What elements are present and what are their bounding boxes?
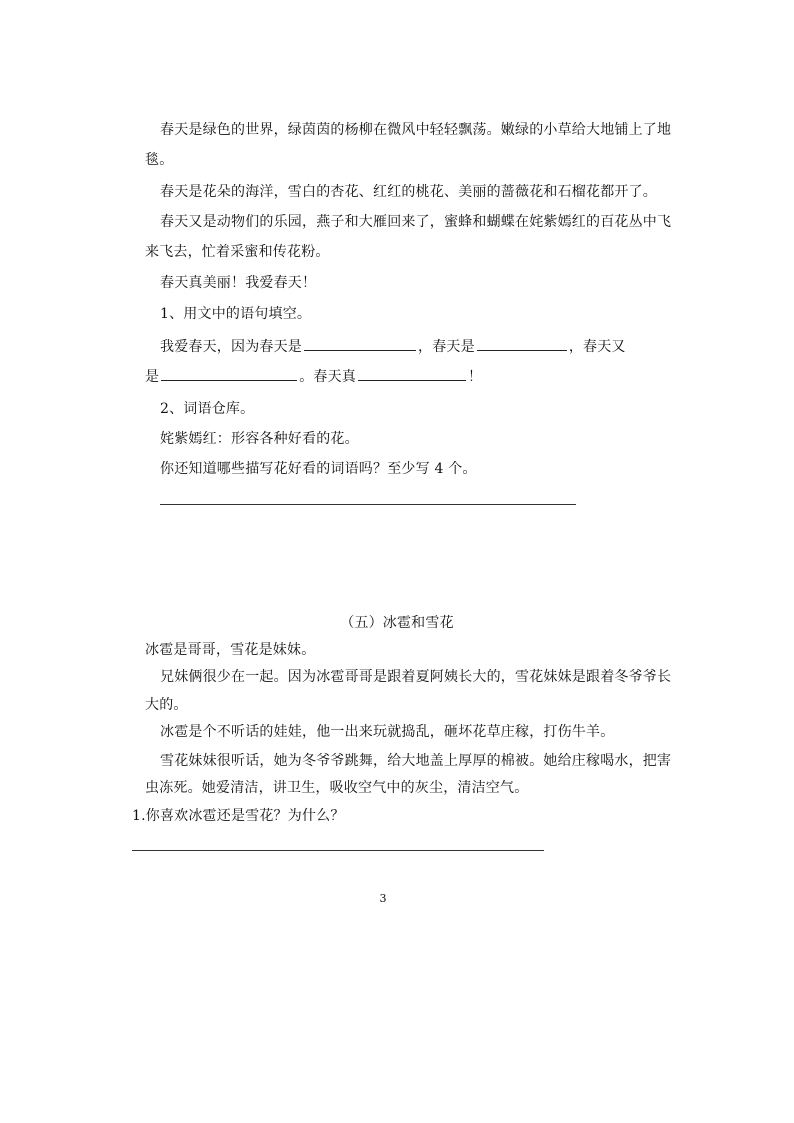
answer-blank-2[interactable] [477, 336, 567, 351]
s5-answer-line[interactable] [132, 850, 544, 851]
fill-text-f: ！ [468, 369, 483, 385]
answer-blank-1[interactable] [304, 336, 416, 351]
s5-question-1: 1.你喜欢冰雹还是雪花？为什么？ [132, 808, 345, 824]
fill-text-a: 我爱春天，因为春天是 [160, 339, 302, 355]
fill-text-b: ，春天是 [418, 339, 475, 355]
fill-text-c: ，春天又 [568, 339, 626, 355]
s4-question-1-fill-line-1 [160, 336, 626, 357]
answer-blank-3[interactable] [161, 366, 297, 381]
s4-question-2-title: 2、词语仓库。 [160, 401, 255, 417]
s5-paragraph-2-line-2: 大的。 [145, 697, 188, 713]
s4-question-1-title: 1、用文中的语句填空。 [160, 306, 312, 322]
s4-question-2-example: 姹紫嫣红：形容各种好看的花。 [160, 431, 359, 447]
s5-paragraph-2-line-1: 兄妹俩很少在一起。因为冰雹哥哥是跟着夏阿姨长大的，雪花妹妹是跟着冬爷爷长 [160, 669, 672, 685]
s5-paragraph-3: 冰雹是个不听话的娃娃，他一出来玩就捣乱，砸坏花草庄稼，打伤牛羊。 [160, 724, 615, 740]
page-number: 3 [379, 892, 387, 905]
s4-answer-line[interactable] [160, 504, 576, 505]
s4-paragraph-3-line-2: 来飞去，忙着采蜜和传花粉。 [145, 244, 330, 260]
answer-blank-4[interactable] [358, 366, 466, 381]
s4-paragraph-1-line-2: 毯。 [145, 152, 174, 168]
s4-question-1-fill-line-2 [145, 366, 482, 387]
s5-paragraph-4-line-1: 雪花妹妹很听话，她为冬爷爷跳舞，给大地盖上厚厚的棉被。她给庄稼喝水，把害 [160, 753, 672, 769]
s4-paragraph-2: 春天是花朵的海洋，雪白的杏花、红红的桃花、美丽的蔷薇花和石榴花都开了。 [160, 184, 657, 200]
fill-text-d: 是 [145, 369, 160, 385]
s4-paragraph-4: 春天真美丽！我爱春天！ [160, 275, 317, 291]
s4-paragraph-1-line-1: 春天是绿色的世界，绿茵茵的杨柳在微风中轻轻飘荡。嫩绿的小草给大地铺上了地 [160, 122, 672, 138]
s4-question-2-prompt: 你还知道哪些描写花好看的词语吗？至少写 4 个。 [160, 461, 477, 477]
fill-text-e: 。春天真 [299, 369, 357, 385]
s5-paragraph-4-line-2: 虫冻死。她爱清洁，讲卫生，吸收空气中的灰尘，清洁空气。 [145, 780, 529, 796]
s5-title: （五）冰雹和雪花 [340, 615, 454, 631]
s4-paragraph-3-line-1: 春天又是动物们的乐园，燕子和大雁回来了，蜜蜂和蝴蝶在姹紫嫣红的百花丛中飞 [160, 214, 672, 230]
s5-paragraph-1: 冰雹是哥哥，雪花是妹妹。 [145, 642, 316, 658]
